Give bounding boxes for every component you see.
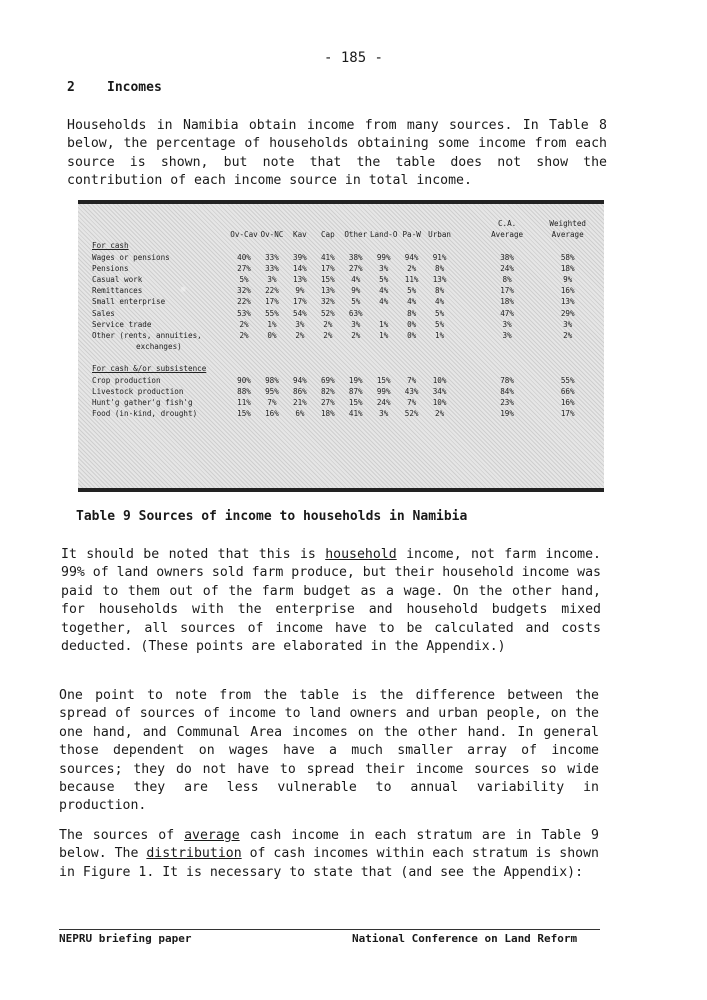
- table-cell: 16%: [265, 409, 279, 419]
- table-cell: [342, 341, 370, 352]
- table-section-cash: [88, 240, 598, 251]
- table-cell: 22%: [265, 286, 279, 296]
- table-cell: 6%: [295, 409, 305, 419]
- row-label: Livestock production: [92, 386, 184, 396]
- table-cell: 2%: [295, 331, 305, 341]
- table-cell: 99%: [376, 252, 391, 262]
- table-cell: 13%: [560, 297, 575, 307]
- column-header: Ov-NC: [260, 230, 284, 240]
- column-gap: [454, 397, 477, 408]
- header-weighted: Weighted: [549, 219, 586, 228]
- table-cell: 10%: [432, 398, 447, 408]
- section-number: 2: [67, 80, 75, 95]
- table-cell: 8%: [502, 275, 512, 285]
- table-cell: 41%: [320, 252, 335, 262]
- table-cell: 3%: [295, 319, 305, 329]
- table-cell: 2%: [407, 263, 417, 273]
- text-run: The sources of: [59, 828, 185, 843]
- section-label: For cash: [92, 241, 129, 251]
- table-cell: 4%: [435, 297, 445, 307]
- table-cell: 34%: [432, 386, 447, 396]
- table-cell: 27%: [348, 263, 363, 273]
- table-row: [88, 397, 598, 408]
- column-header: Kav: [293, 230, 307, 240]
- table-row: [88, 341, 598, 352]
- column-header: Land-O: [369, 230, 398, 240]
- table-cell: 3%: [267, 275, 277, 285]
- header-ca: C.A.: [497, 219, 517, 228]
- column-gap: [454, 308, 477, 319]
- table-row: [88, 386, 598, 397]
- table-cell: 27%: [237, 263, 251, 273]
- table-cell: 52%: [404, 409, 419, 419]
- table-cell: 14%: [293, 263, 307, 273]
- table-cell: 16%: [560, 286, 575, 296]
- table-cell: 43%: [404, 386, 419, 396]
- table-cell: 90%: [237, 375, 251, 385]
- column-gap: [454, 274, 477, 285]
- table-cell: 17%: [320, 263, 335, 273]
- column-header: Ov-Cav: [230, 230, 258, 240]
- table-cell: 87%: [348, 386, 363, 396]
- table-cell: 33%: [265, 252, 279, 262]
- table-cell: 52%: [320, 308, 335, 318]
- table-cell: 5%: [435, 319, 445, 329]
- table-cell: 17%: [560, 409, 575, 419]
- table-cell: 8%: [435, 263, 445, 273]
- table-cell: 21%: [293, 398, 307, 408]
- section-title: Incomes: [107, 80, 162, 95]
- table-cell: 18%: [560, 263, 575, 273]
- table-cell: 88%: [237, 386, 251, 396]
- table-cell: 38%: [348, 252, 363, 262]
- row-label: Remittances: [92, 286, 143, 296]
- table-cell: 58%: [560, 252, 575, 262]
- page-number: - 185 -: [323, 50, 383, 66]
- table-cell: [477, 341, 538, 352]
- table-cell: 17%: [265, 297, 279, 307]
- table-cell: 84%: [500, 386, 514, 396]
- table-row: [88, 296, 598, 307]
- row-label: Hunt'g gather'g fish'g: [92, 398, 193, 408]
- table-cell: 19%: [348, 375, 363, 385]
- table-cell: 5%: [435, 308, 445, 318]
- table-cell: 16%: [560, 398, 575, 408]
- table-cell: 7%: [267, 398, 277, 408]
- table-cell: 94%: [293, 375, 307, 385]
- table-cell: 86%: [293, 386, 307, 396]
- table-cell: 29%: [560, 308, 575, 318]
- table-cell: 2%: [323, 319, 333, 329]
- row-label: Other (rents, annuities,: [92, 331, 202, 341]
- row-label: Small enterprise: [92, 297, 166, 307]
- table-cell: 53%: [237, 308, 251, 318]
- row-label: Pensions: [92, 263, 129, 273]
- table-cell: 8%: [407, 308, 417, 318]
- table-cell: 38%: [500, 252, 514, 262]
- table-cell: 4%: [351, 275, 361, 285]
- household-income-paragraph: [61, 546, 601, 656]
- table-row: [88, 252, 598, 263]
- column-gap: [454, 330, 477, 341]
- column-header: Average: [491, 230, 524, 240]
- table-cell: 5%: [379, 275, 389, 285]
- table-cell: 7%: [407, 398, 417, 408]
- table-cell: 24%: [376, 398, 391, 408]
- row-label: Food (in-kind, drought): [92, 409, 198, 419]
- section-heading: [67, 80, 162, 95]
- table-spacer-row: [88, 352, 598, 363]
- column-gap: [454, 263, 477, 274]
- table-cell: 32%: [237, 286, 251, 296]
- underlined-term: household: [325, 547, 397, 562]
- table-cell: 11%: [237, 398, 251, 408]
- table-cell: 15%: [376, 375, 391, 385]
- table-section-subsistence: [88, 363, 598, 374]
- income-table-grid: [88, 218, 598, 419]
- table-cell: 4%: [407, 297, 417, 307]
- table-cell: 1%: [435, 331, 445, 341]
- table-cell: 3%: [351, 319, 361, 329]
- table-cell: 78%: [500, 375, 514, 385]
- underlined-term: average: [184, 828, 240, 843]
- table-cell: 18%: [320, 409, 335, 419]
- table-cell: [370, 308, 398, 319]
- spread-paragraph: One point to note from the table is the difference between the spread of sources of income to land owners and urban people, on the one hand, and Communal Area incomes on the other hand. In general those dependent on wages have a much smaller array of income sources; they do not have to spread their income sources so wide because they are less vulnerable to annual variability in production.: [59, 688, 599, 814]
- section-label: For cash &/or subsistence: [92, 364, 207, 374]
- income-sources-table: [78, 200, 604, 492]
- table-cell: 82%: [320, 386, 335, 396]
- table-cell: 2%: [323, 331, 333, 341]
- table-cell: 5%: [239, 275, 249, 285]
- table-cell: 33%: [265, 263, 279, 273]
- table-body: [88, 240, 598, 419]
- table-cell: 98%: [265, 375, 279, 385]
- table-cell: 17%: [500, 286, 514, 296]
- table-cell: 3%: [502, 331, 512, 341]
- table-cell: 94%: [404, 252, 419, 262]
- table-caption: Table 9 Sources of income to households in Namibia: [76, 509, 468, 524]
- table-cell: 15%: [348, 398, 363, 408]
- table-cell: [537, 341, 598, 352]
- table-cell: 9%: [563, 275, 573, 285]
- table-cell: 10%: [432, 375, 447, 385]
- table-cell: [426, 341, 454, 352]
- table-header-top: [88, 218, 598, 229]
- table-cell: 66%: [560, 386, 575, 396]
- table-cell: 3%: [563, 319, 573, 329]
- column-gap: [454, 285, 477, 296]
- table-cell: 2%: [435, 409, 445, 419]
- column-header: Average: [551, 230, 584, 240]
- table-cell: 47%: [500, 308, 514, 318]
- text-run: income, not farm income. 99% of land owners sold farm produce, but their household income was paid to them out of the farm budget as a wage. On the other hand, for households with the enterprise and household budgets mixed together, all sources of income have to be calculated and costs deducted. (These points are elaborated in the Appendix.): [61, 547, 601, 655]
- table-cell: [286, 341, 314, 352]
- column-gap: [454, 408, 477, 419]
- table-cell: 0%: [407, 331, 417, 341]
- column-gap: [454, 319, 477, 330]
- column-header: Pa-W: [402, 230, 421, 240]
- table-cell: 1%: [379, 331, 389, 341]
- table-cell: 2%: [351, 331, 361, 341]
- table-cell: 2%: [239, 331, 249, 341]
- table-cell: 13%: [320, 286, 335, 296]
- table-cell: 0%: [407, 319, 417, 329]
- table-cell: 11%: [404, 275, 419, 285]
- table-cell: 91%: [432, 252, 447, 262]
- column-header: Cap: [320, 230, 335, 240]
- table-cell: 55%: [265, 308, 279, 318]
- column-header: Other: [344, 230, 368, 240]
- table-cell: 40%: [237, 252, 251, 262]
- table-cell: 15%: [320, 275, 335, 285]
- underlined-term: distribution: [146, 846, 242, 862]
- table-cell: [230, 341, 258, 352]
- table-cell: 1%: [379, 319, 389, 329]
- table-cell: 5%: [351, 297, 361, 307]
- table-cell: 3%: [379, 263, 389, 273]
- spacer-cell: [88, 352, 598, 363]
- row-label: Crop production: [92, 375, 161, 385]
- table-cell: 69%: [320, 375, 335, 385]
- row-label: Wages or pensions: [92, 252, 170, 262]
- table-row: [88, 308, 598, 319]
- table-cell: 22%: [237, 297, 251, 307]
- table-cell: 2%: [563, 331, 573, 341]
- table-cell: [398, 341, 426, 352]
- column-gap: [454, 341, 477, 352]
- table-cell: 5%: [407, 286, 417, 296]
- table-cell: 32%: [320, 297, 335, 307]
- table-cell: 9%: [295, 286, 305, 296]
- table-row: [88, 330, 598, 341]
- table-cell: 39%: [293, 252, 307, 262]
- table-row: [88, 285, 598, 296]
- table-row: [88, 319, 598, 330]
- table-cell: [314, 341, 342, 352]
- footer-left: NEPRU briefing paper: [59, 932, 192, 945]
- table-cell: 99%: [376, 386, 391, 396]
- row-label: Sales: [92, 308, 115, 318]
- table-cell: 15%: [237, 409, 251, 419]
- table-cell: 13%: [432, 275, 447, 285]
- table-cell: 8%: [435, 286, 445, 296]
- table-cell: 24%: [500, 263, 514, 273]
- column-gap: [454, 252, 477, 263]
- table-cell: 7%: [407, 375, 417, 385]
- table-cell: 0%: [267, 331, 277, 341]
- table-row: [88, 263, 598, 274]
- text-run: cash income in each stratum are in Table 9 below. The: [59, 828, 599, 862]
- table-cell: 27%: [320, 398, 335, 408]
- table-row: [88, 274, 598, 285]
- table-cell: 2%: [239, 319, 249, 329]
- column-gap: [454, 375, 477, 386]
- footer-right: National Conference on Land Reform: [352, 932, 578, 945]
- table-cell: 23%: [500, 398, 514, 408]
- table-cell: 63%: [348, 308, 363, 318]
- intro-paragraph: Households in Namibia obtain income from many sources. In Table 8 below, the percentage of households obtaining some income from each source is shown, but note that the table does not show the contribution of each income source in total income.: [67, 118, 607, 189]
- table-cell: 54%: [293, 308, 307, 318]
- table-cell: 19%: [500, 409, 514, 419]
- table-cell: 1%: [267, 319, 277, 329]
- table-cell: 4%: [379, 286, 389, 296]
- table-cell: 41%: [348, 409, 363, 419]
- text-run: of cash incomes within each stratum is shown in Figure 1. It is necessary to state that (and see the Appendix):: [59, 846, 599, 880]
- table-cell: 3%: [379, 409, 389, 419]
- table-cell: 4%: [379, 297, 389, 307]
- table-cell: 17%: [293, 297, 307, 307]
- column-gap: [454, 386, 477, 397]
- table-header-row: [88, 229, 598, 240]
- table-cell: [370, 341, 398, 352]
- row-label: exchanges): [136, 342, 182, 352]
- table-cell: 3%: [502, 319, 512, 329]
- table-cell: [258, 341, 286, 352]
- table-cell: 95%: [265, 386, 279, 396]
- column-header: Urban: [428, 230, 451, 240]
- text-run: It should be noted that this is: [61, 547, 326, 562]
- average-income-paragraph: [59, 827, 599, 882]
- row-label: Casual work: [92, 275, 143, 285]
- table-row: [88, 408, 598, 419]
- table-row: [88, 375, 598, 386]
- table-cell: 13%: [293, 275, 307, 285]
- table-cell: 55%: [560, 375, 575, 385]
- row-label: Service trade: [92, 319, 152, 329]
- table-cell: 9%: [351, 286, 361, 296]
- table-cell: 18%: [500, 297, 514, 307]
- footer-rule: [59, 929, 600, 930]
- column-gap: [454, 296, 477, 307]
